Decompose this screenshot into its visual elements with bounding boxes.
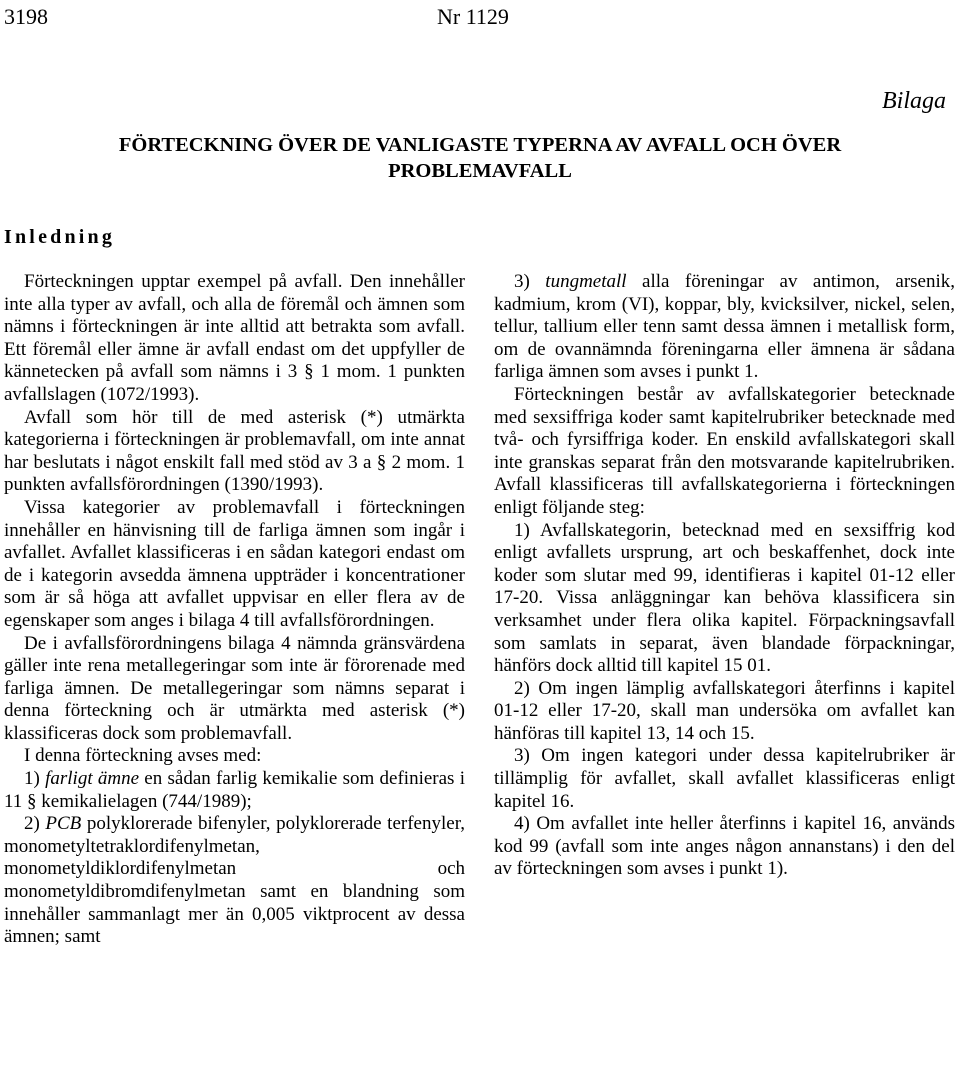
intro-paragraph-4: De i avfallsförordningens bilaga 4 nämnda gränsvärdena gäller inte rena metallegeringar som inte är förorenade med farliga ämnen. De metallegeringar som nämns separat i denna förteckning och är utmärkta med asterisk (*) klassificeras dock som problemavfall. [4,632,465,744]
right-column [494,271,955,1081]
definition-item-3: 3) tungmetall alla föreningar av antimon, arsenik, kadmium, krom (VI), koppar, bly, kvicksilver, nickel, selen, tellur, tallium eller tenn samt dessa ämnen i metallisk form, om de ovannämnda föreningarna eller ämnena är sådana farliga ämnen som avses i punkt 1. [494,271,955,383]
intro-paragraph-1: Förteckningen upptar exempel på avfall. Den innehåller inte alla typer av avfall, och alla de föremål och ämnen som nämns i förteckningen är inte alltid att betrakta som avfall. Ett föremål eller ämne är avfall endast om det uppfyller de kännetecken på avfall som nämns i 3 § 1 mom. 1 punkten avfallslagen (1072/1993). [4,271,465,405]
definition-item-1: 1) farligt ämne en sådan farlig kemikalie som definieras i 11 § kemikalielagen (744/1989); [4,768,465,812]
intro-heading: Inledning [4,226,116,248]
document-title: FÖRTECKNING ÖVER DE VANLIGASTE TYPERNA AV AVFALL OCH ÖVER PROBLEMAVFALL [118,134,842,182]
definitions-intro: I denna förteckning avses med: [24,745,262,767]
classification-step-4: 4) Om avfallet inte heller återfinns i kapitel 16, används kod 99 (avfall som inte anges någon annanstans) i den del av förteckningen som avses i punkt 1). [494,813,955,880]
classification-paragraph: Förteckningen består av avfallskategorier betecknade med sexsiffriga koder samt kapitelrubriker betecknade med två- och fyrsiffriga koder. En enskild avfallskategori skall inte granskas separat från den motsvarande kapitelrubriken. Avfall klassificeras till avfallskategorierna i förteckningen enligt följande steg: [494,383,955,518]
page-number: 3198 [4,4,48,29]
classification-step-1: 1) Avfallskategorin, betecknad med en sexsiffrig kod enligt avfallets ursprung, art och beskaffenhet, dock inte koder som slutar med 99, identifieras i kapitel 01-12 eller 17-20. Vissa anläggningar kan behöva klassificera sin verksamhet under flera olika kapitel. Förpackningsavfall som samlats in separat, även blandade förpackningar, hänförs dock alltid till kapitel 15 01. [494,519,955,677]
left-column [4,271,465,1081]
appendix-label: Bilaga [882,88,946,114]
intro-paragraph-2: Avfall som hör till de med asterisk (*) utmärkta kategorierna i förteckningen är problemavfall, om inte annat har beslutats i något enskilt fall med stöd av 3 a § 2 mom. 1 punkten avfallsförordningen (1390/1993). [4,406,465,496]
classification-step-2: 2) Om ingen lämplig avfallskategori återfinns i kapitel 01-12 eller 17-20, skall man undersöka om avfallet kan hänföras till kapitel 13, 14 och 15. [494,677,955,744]
intro-paragraph-3: Vissa kategorier av problemavfall i förteckningen innehåller en hänvisning till de farliga ämnen som ingår i avfallet. Avfallet klassificeras i en sådan kategori endast om de i kategorin avsedda ämnena uppträder i koncentrationer som är så höga att avfallet uppvisar en eller flera av de egenskaper som anges i bilaga 4 till avfallsförordningen. [4,496,465,631]
classification-step-3: 3) Om ingen kategori under dessa kapitelrubriker är tillämplig för avfallet, skall avfallet klassificeras enligt kapitel 16. [494,745,955,812]
definition-item-2: 2) PCB polyklorerade bifenyler, polyklorerade terfenyler, monometyltetraklordifenylmetan, monometyldiklordifenylmetan och monometyldibromdifenylmetan samt en blandning som innehåller sammanlagt mer än 0,005 viktprocent av dessa ämnen; samt [4,813,465,948]
issue-number: Nr 1129 [437,4,509,29]
